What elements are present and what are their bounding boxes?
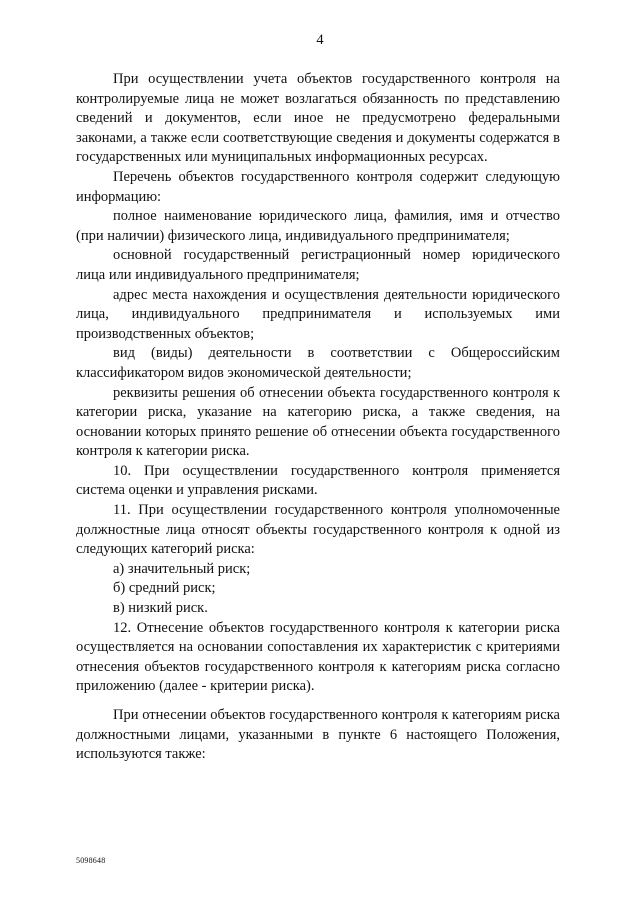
document-body: [76, 70, 560, 765]
paragraph-risk-assignment-also-used: При отнесении объектов государственного контроля к категориям риска должностными лицами, указанными в пункте 6 настоящего Положения, используются также:: [76, 707, 560, 763]
paragraph-list-intro: Перечень объектов государственного контроля содержит следующую информацию:: [76, 168, 560, 205]
list-item-medium-risk: б) средний риск;: [113, 580, 216, 597]
paragraph-accounting-info-sources: При осуществлении учета объектов государственного контроля на контролируемые лица не может возлагаться обязанность по представлению сведений и документов, если иное не предусмотрено федеральными законами, а также если соответствующие сведения и документы содержатся в государственных или муниципальных информационных ресурсах.: [76, 71, 560, 166]
document-id: 5098648: [76, 856, 106, 865]
paragraph-clause-10: 10. При осуществлении государственного контроля применяется система оценки и управления рисками.: [76, 462, 560, 499]
paragraph-clause-12: 12. Отнесение объектов государственного контроля к категории риска осуществляется на основании сопоставления их характеристик с критериями отнесения объектов государственного контроля к категориям риска согласно приложению (далее - критерии риска).: [76, 619, 560, 695]
page-number: 4: [316, 32, 324, 48]
paragraph-item-full-name: полное наименование юридического лица, фамилия, имя и отчество (при наличии) физического лица, индивидуального предпринимателя;: [76, 208, 560, 244]
paragraph-item-registration-number: основной государственный регистрационный номер юридического лица или индивидуального предпринимателя;: [76, 247, 560, 283]
paragraph-clause-11: 11. При осуществлении государственного контроля уполномоченные должностные лица относят объекты государственного контроля к одной из следующих категорий риска:: [76, 502, 560, 558]
list-item-low-risk: в) низкий риск.: [113, 600, 208, 617]
paragraph-item-activity-type: вид (виды) деятельности в соответствии с Общероссийским классификатором видов экономической деятельности;: [76, 345, 560, 381]
list-item-significant-risk: а) значительный риск;: [113, 560, 251, 577]
paragraph-item-address: адрес места нахождения и осуществления деятельности юридического лица, индивидуального предпринимателя и используемых ими производственных объектов;: [76, 286, 560, 342]
paragraph-item-risk-decision: реквизиты решения об отнесении объекта государственного контроля к категории риска, указание на категорию риска, а также сведения, на основании которых принято решение об отнесении объекта государственного контроля к категории риска.: [76, 384, 560, 460]
